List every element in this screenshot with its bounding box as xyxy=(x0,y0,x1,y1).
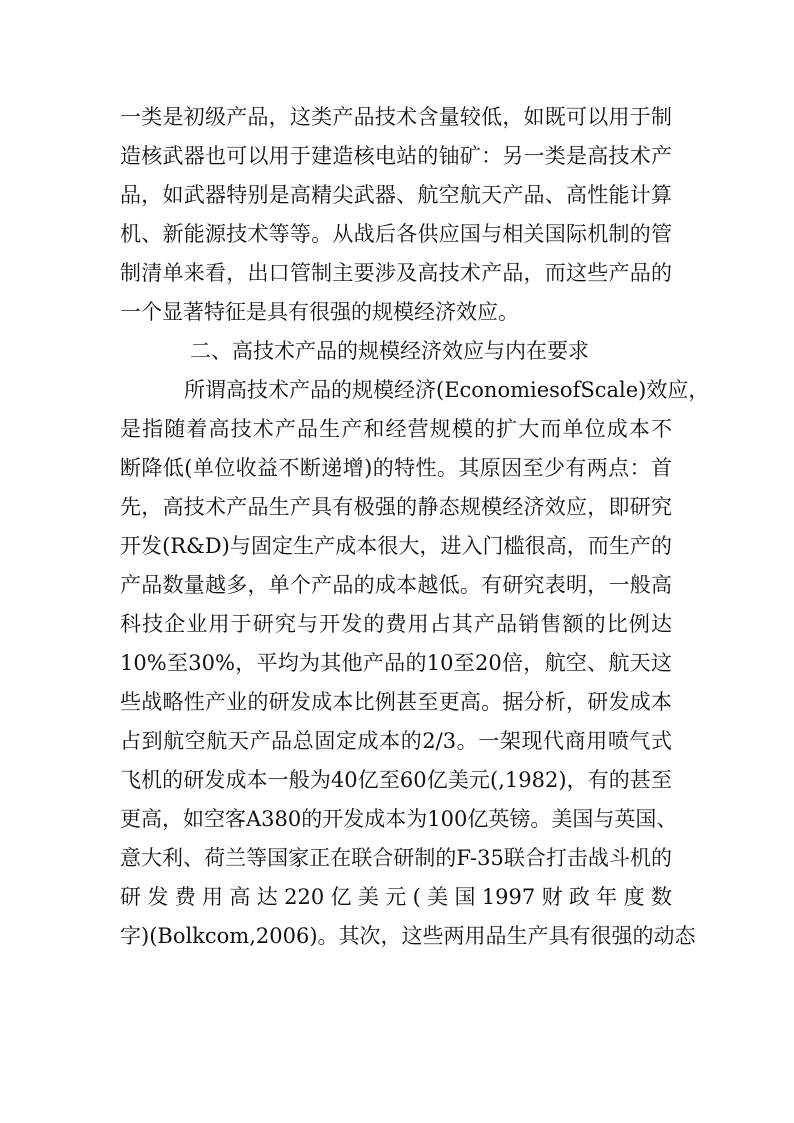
text-line: 10%至30%，平均为其他产品的10至20倍，航空、航天这 xyxy=(120,651,672,675)
text-line: 更高，如空客A380的开发成本为100亿英镑。美国与英国、 xyxy=(120,807,678,831)
text-line: 是指随着高技术产品生产和经营规模的扩大而单位成本不 xyxy=(120,417,672,441)
text-line: 研发费用高达220亿美元(美国1997财政年度数 xyxy=(120,885,672,909)
text-line: 些战略性产业的研发成本比例甚至更高。据分析，研发成本 xyxy=(120,690,672,714)
text-line: 品，如武器特别是高精尖武器、航空航天产品、高性能计算 xyxy=(120,183,672,207)
text-line: 字)(Bolkcom,2006)。其次，这些两用品生产具有很强的动态 xyxy=(120,924,696,948)
text-line: 制清单来看，出口管制主要涉及高技术产品，而这些产品的 xyxy=(120,261,672,285)
text-line: 产品数量越多，单个产品的成本越低。有研究表明，一般高 xyxy=(120,573,672,597)
text-line: 先，高技术产品生产具有极强的静态规模经济效应，即研究 xyxy=(120,495,672,519)
text-line: 机、新能源技术等等。从战后各供应国与相关国际机制的管 xyxy=(120,222,672,246)
text-line: 占到航空航天产品总固定成本的2/3。一架现代商用喷气式 xyxy=(120,729,672,753)
section-heading: 二、高技术产品的规模经济效应与内在要求 xyxy=(190,339,589,363)
text-line: 一个显著特征是具有很强的规模经济效应。 xyxy=(120,300,519,324)
text-line: 断降低(单位收益不断递增)的特性。其原因至少有两点：首 xyxy=(120,456,672,480)
text-line: 飞机的研发成本一般为40亿至60亿美元(,1982)，有的甚至 xyxy=(120,768,672,792)
text-line: 科技企业用于研究与开发的费用占其产品销售额的比例达 xyxy=(120,612,672,636)
text-line: 造核武器也可以用于建造核电站的铀矿：另一类是高技术产 xyxy=(120,144,672,168)
text-line: 所谓高技术产品的规模经济(EconomiesofScale)效应， xyxy=(184,378,710,402)
text-line: 意大利、荷兰等国家正在联合研制的F-35联合打击战斗机的 xyxy=(120,846,672,870)
text-line: 一类是初级产品，这类产品技术含量较低，如既可以用于制 xyxy=(120,105,672,129)
text-line: 开发(R&D)与固定生产成本很大，进入门槛很高，而生产的 xyxy=(120,534,672,558)
